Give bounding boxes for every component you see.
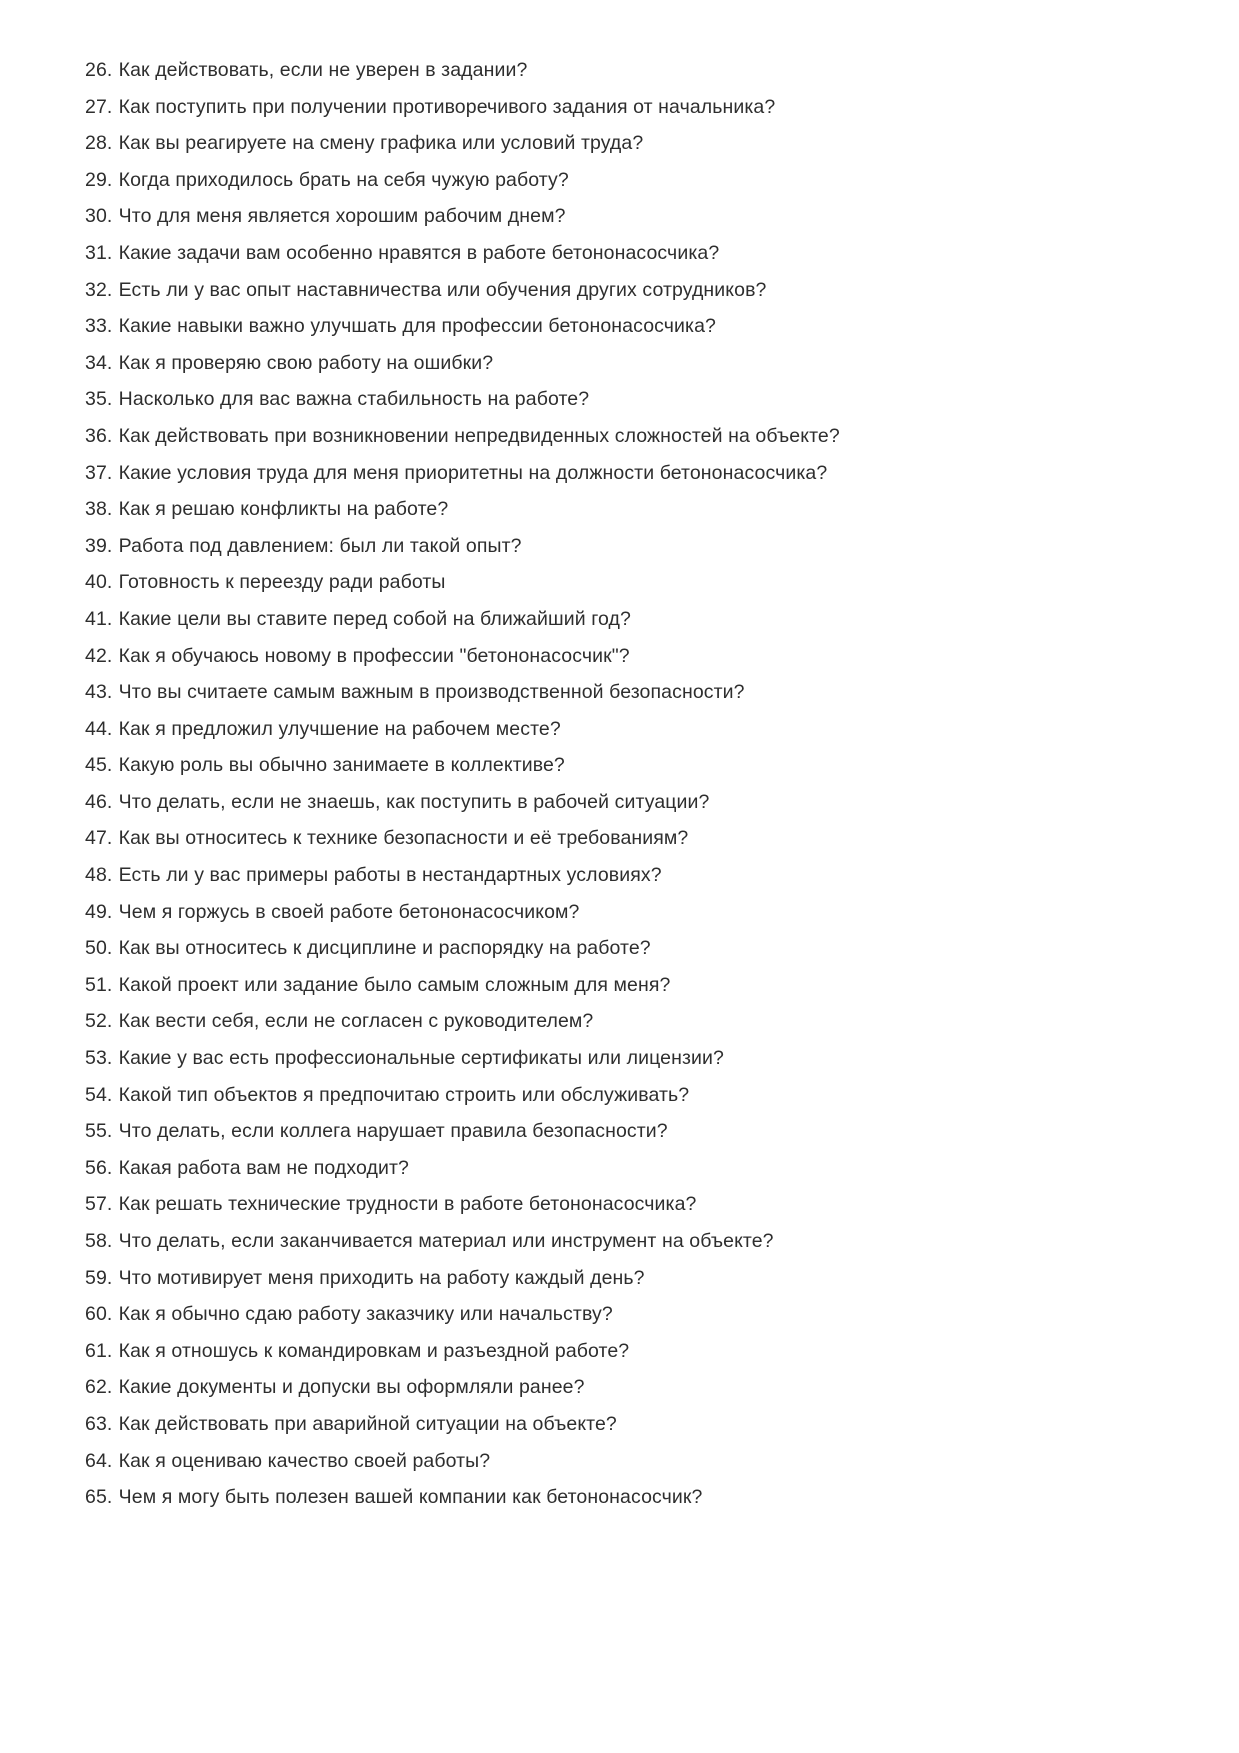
question-text: Что делать, если коллега нарушает правила безопасности? — [118, 1120, 668, 1143]
question-text: Какой тип объектов я предпочитаю строить или обслуживать? — [118, 1083, 690, 1106]
list-item — [85, 381, 1199, 418]
list-item — [85, 528, 1199, 565]
question-text: Чем я могу быть полезен вашей компании как бетононасосчик? — [118, 1486, 703, 1509]
question-number: 32. — [85, 278, 113, 301]
question-number: 42. — [85, 644, 113, 667]
question-number: 29. — [85, 168, 113, 191]
question-text: Как я проверяю свою работу на ошибки? — [118, 351, 494, 374]
question-text: Как я обучаюсь новому в профессии "бетононасосчик"? — [118, 644, 630, 667]
list-item — [85, 1260, 1199, 1297]
question-text: Есть ли у вас опыт наставничества или обучения других сотрудников? — [118, 278, 767, 301]
question-number: 54. — [85, 1083, 113, 1106]
question-list — [85, 52, 1199, 1516]
question-text: Насколько для вас важна стабильность на работе? — [118, 388, 590, 411]
list-item — [85, 1406, 1199, 1443]
list-item — [85, 455, 1199, 492]
list-item — [85, 711, 1199, 748]
question-number: 43. — [85, 681, 113, 704]
list-item — [85, 1333, 1199, 1370]
question-text: Какой проект или задание было самым сложным для меня? — [118, 973, 671, 996]
list-item — [85, 1369, 1199, 1406]
list-item — [85, 1150, 1199, 1187]
question-text: Что вы считаете самым важным в производственной безопасности? — [118, 681, 745, 704]
list-item — [85, 1296, 1199, 1333]
question-number: 27. — [85, 95, 113, 118]
question-number: 38. — [85, 498, 113, 521]
question-number: 40. — [85, 571, 113, 594]
question-number: 55. — [85, 1120, 113, 1143]
question-text: Как я оцениваю качество своей работы? — [118, 1449, 491, 1472]
question-text: Работа под давлением: был ли такой опыт? — [118, 534, 522, 557]
question-text: Как я предложил улучшение на рабочем месте? — [118, 717, 561, 740]
question-text: Чем я горжусь в своей работе бетононасосчиком? — [118, 900, 580, 923]
list-item — [85, 345, 1199, 382]
list-item — [85, 235, 1199, 272]
list-item — [85, 125, 1199, 162]
question-number: 59. — [85, 1266, 113, 1289]
question-number: 50. — [85, 937, 113, 960]
list-item — [85, 89, 1199, 126]
question-text: Как действовать, если не уверен в задании? — [118, 59, 528, 81]
question-number: 36. — [85, 424, 113, 447]
question-number: 49. — [85, 900, 113, 923]
question-number: 53. — [85, 1047, 113, 1070]
question-text: Как действовать при возникновении непредвиденных сложностей на объекте? — [118, 424, 840, 447]
question-number: 48. — [85, 864, 113, 887]
question-number: 41. — [85, 607, 113, 630]
question-number: 31. — [85, 241, 113, 264]
list-item — [85, 601, 1199, 638]
list-item — [85, 1040, 1199, 1077]
question-number: 51. — [85, 973, 113, 996]
question-text: Как я решаю конфликты на работе? — [118, 498, 449, 521]
question-number: 30. — [85, 205, 113, 228]
question-number: 45. — [85, 754, 113, 777]
list-item — [85, 674, 1199, 711]
question-text: Как действовать при аварийной ситуации на объекте? — [118, 1412, 617, 1435]
question-number: 34. — [85, 351, 113, 374]
question-number: 61. — [85, 1339, 113, 1362]
question-text: Готовность к переезду ради работы — [118, 571, 446, 594]
question-text: Какие задачи вам особенно нравятся в работе бетононасосчика? — [118, 241, 720, 264]
list-item — [85, 1003, 1199, 1040]
question-text: Какую роль вы обычно занимаете в коллективе? — [118, 754, 565, 777]
list-item — [85, 1113, 1199, 1150]
question-text: Что для меня является хорошим рабочим днем? — [118, 205, 566, 228]
list-item — [85, 894, 1199, 931]
list-item — [85, 162, 1199, 199]
question-number: 35. — [85, 388, 113, 411]
question-number: 47. — [85, 827, 113, 850]
question-text: Какие условия труда для меня приоритетны на должности бетононасосчика? — [118, 461, 828, 484]
question-text: Как вы относитесь к дисциплине и распорядку на работе? — [118, 937, 651, 960]
list-item — [85, 784, 1199, 821]
question-number: 57. — [85, 1193, 113, 1216]
question-number: 64. — [85, 1449, 113, 1472]
question-number: 37. — [85, 461, 113, 484]
question-text: Как вы реагируете на смену графика или условий труда? — [118, 132, 644, 155]
question-text: Как я обычно сдаю работу заказчику или начальству? — [118, 1303, 613, 1326]
list-item — [85, 418, 1199, 455]
question-number: 44. — [85, 717, 113, 740]
list-item — [85, 967, 1199, 1004]
question-text: Какие цели вы ставите перед собой на ближайший год? — [118, 607, 631, 630]
question-number: 52. — [85, 1010, 113, 1033]
question-number: 26. — [85, 59, 113, 81]
question-text: Что делать, если не знаешь, как поступить в рабочей ситуации? — [118, 790, 710, 813]
question-number: 63. — [85, 1412, 113, 1435]
question-text: Как поступить при получении противоречивого задания от начальника? — [118, 95, 776, 118]
list-item — [85, 820, 1199, 857]
question-number: 28. — [85, 132, 113, 155]
question-text: Как решать технические трудности в работе бетононасосчика? — [118, 1193, 697, 1216]
list-item — [85, 308, 1199, 345]
list-item — [85, 198, 1199, 235]
question-text: Как я отношусь к командировкам и разъездной работе? — [118, 1339, 630, 1362]
list-item — [85, 638, 1199, 675]
question-number: 60. — [85, 1303, 113, 1326]
list-item — [85, 1223, 1199, 1260]
list-item — [85, 747, 1199, 784]
list-item — [85, 1186, 1199, 1223]
list-item — [85, 1443, 1199, 1480]
list-item — [85, 564, 1199, 601]
question-text: Какие у вас есть профессиональные сертификаты или лицензии? — [118, 1047, 724, 1070]
question-number: 46. — [85, 790, 113, 813]
question-text: Есть ли у вас примеры работы в нестандартных условиях? — [118, 864, 662, 887]
list-item — [85, 491, 1199, 528]
list-item — [85, 52, 1199, 89]
question-number: 62. — [85, 1376, 113, 1399]
question-number: 33. — [85, 315, 113, 338]
question-text: Какая работа вам не подходит? — [118, 1156, 409, 1179]
question-text: Какие документы и допуски вы оформляли ранее? — [118, 1376, 585, 1399]
question-number: 65. — [85, 1486, 113, 1509]
list-item — [85, 1479, 1199, 1516]
list-item — [85, 1077, 1199, 1114]
question-text: Какие навыки важно улучшать для профессии бетононасосчика? — [118, 315, 716, 338]
question-number: 56. — [85, 1156, 113, 1179]
list-item — [85, 930, 1199, 967]
question-text: Когда приходилось брать на себя чужую работу? — [118, 168, 569, 191]
question-text: Как вести себя, если не согласен с руководителем? — [118, 1010, 594, 1033]
question-number: 58. — [85, 1230, 113, 1252]
question-number: 39. — [85, 534, 113, 557]
question-text: Как вы относитесь к технике безопасности и её требованиям? — [118, 827, 689, 850]
list-item — [85, 272, 1199, 309]
question-text: Что мотивирует меня приходить на работу каждый день? — [118, 1266, 645, 1289]
question-text: Что делать, если заканчивается материал или инструмент на объекте? — [118, 1230, 774, 1252]
list-item — [85, 857, 1199, 894]
